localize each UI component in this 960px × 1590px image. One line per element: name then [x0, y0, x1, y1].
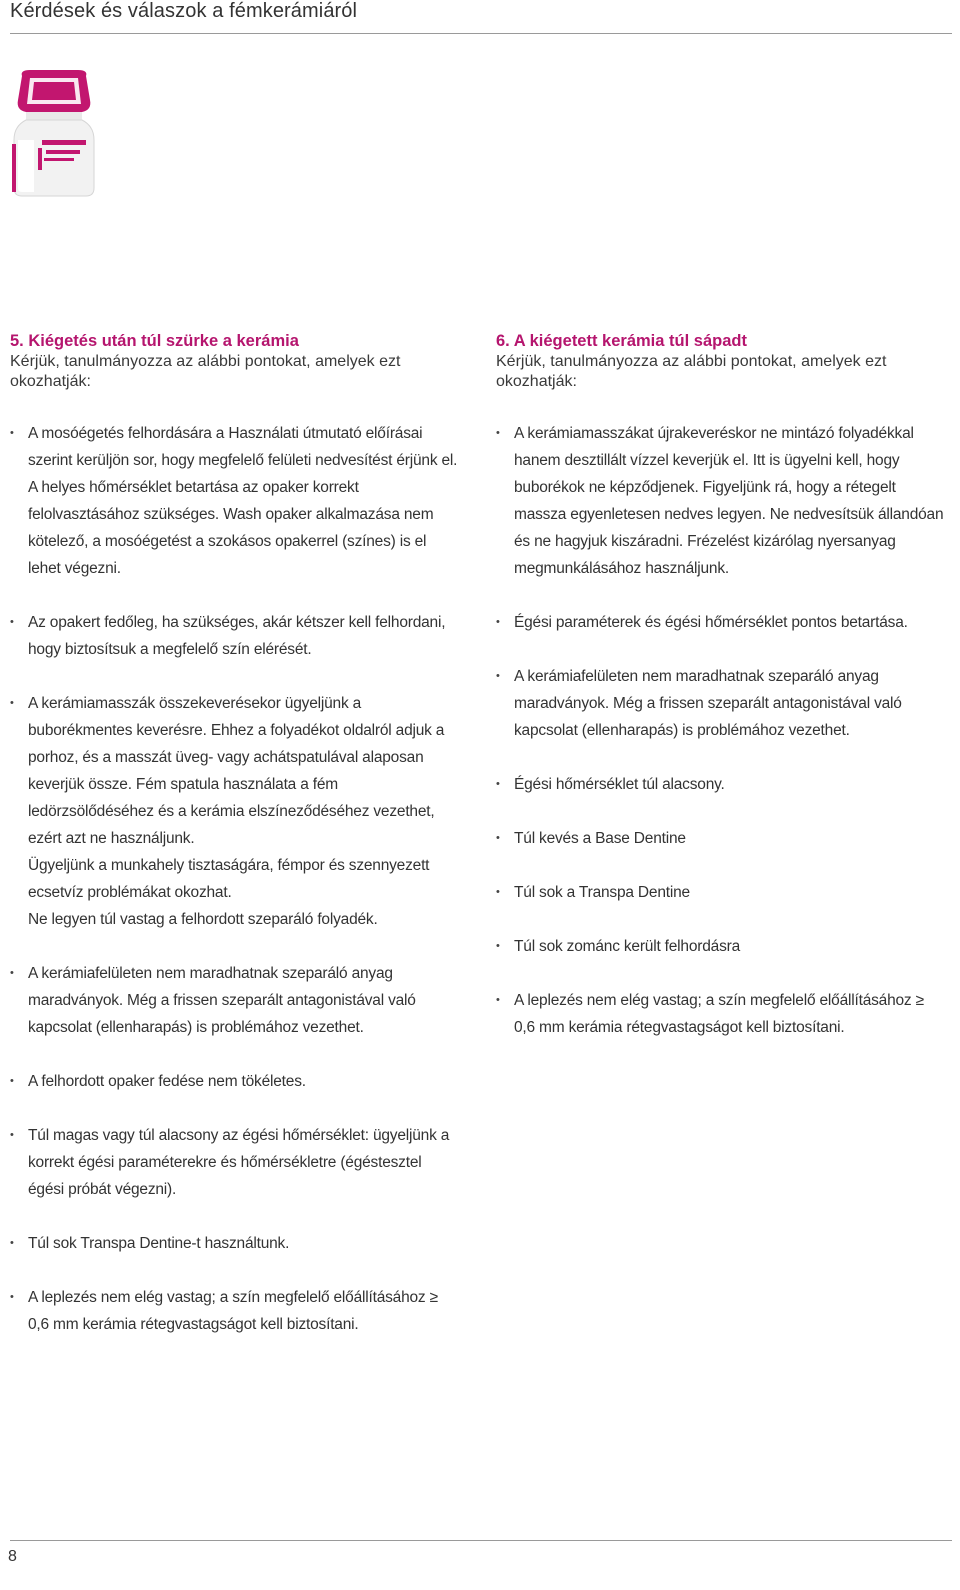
list-item: • Égési hőmérséklet túl alacsony. — [496, 771, 946, 798]
list-item: • Túl sok a Transpa Dentine — [496, 879, 946, 906]
ceramic-powder-jar-icon — [8, 70, 100, 200]
list-item: • A kerámiafelületen nem maradhatnak szeparáló anyag maradványok. Még a frissen szeparált antagonistával való kapcsolat (ellenharapás) is problémához vezethet. — [496, 663, 946, 744]
section-6-list — [496, 420, 946, 1041]
section-5-title: 5. Kiégetés után túl szürke a kerámia — [10, 332, 299, 350]
footer-divider — [10, 1540, 952, 1541]
section-6 — [496, 330, 946, 1041]
list-item: • A mosóégetés felhordására a Használati útmutató előírásai szerint kerüljön sor, hogy megfelelő felületi nedvesítést érjünk el. A helyes hőmérséklet betartása az opaker korrekt felolvasztásához szükséges. Wash opaker alkalmazása nem kötelező, a mosóégetést a szokásos opakerrel (színes) is el lehet végezni. — [10, 420, 460, 582]
list-item: • A felhordott opaker fedése nem tökéletes. — [10, 1068, 460, 1095]
list-item: • Égési paraméterek és égési hőmérséklet pontos betartása. — [496, 609, 946, 636]
list-item: • Túl sok zománc került felhordásra — [496, 933, 946, 960]
section-5-subtitle: Kérjük, tanulmányozza az alábbi pontokat, amelyek ezt okozhatják: — [10, 353, 401, 390]
list-item: • Az opakert fedőleg, ha szükséges, akár kétszer kell felhordani, hogy biztosítsuk a megfelelő szín elérését. — [10, 609, 460, 663]
list-item: • A kerámiamasszák összekeverésekor ügyeljünk a buborékmentes keverésre. Ehhez a folyadékot oldalról adjuk a porhoz, és a masszát üveg- vagy achátspatulával alaposan keverjük össze. Fém spatula használata a fém ledörzsölődéséhez és a kerámia elszíneződéséhez vezethet, ezért azt ne használjunk. Ügyeljünk a munkahely tisztaságára, fémpor és szennyezett ecsetvíz problémákat okozhat. Ne legyen túl vastag a felhordott szeparáló folyadék. — [10, 690, 460, 933]
list-item: • Túl kevés a Base Dentine — [496, 825, 946, 852]
list-item: • A leplezés nem elég vastag; a szín megfelelő előállításához ≥ 0,6 mm kerámia rétegvastagságot kell biztosítani. — [496, 987, 946, 1041]
section-5 — [10, 330, 460, 1338]
list-item: • Túl sok Transpa Dentine-t használtunk. — [10, 1230, 460, 1257]
section-6-subtitle: Kérjük, tanulmányozza az alábbi pontokat, amelyek ezt okozhatják: — [496, 353, 887, 390]
list-item: • A leplezés nem elég vastag; a szín megfelelő előállításához ≥ 0,6 mm kerámia rétegvastagságot kell biztosítani. — [10, 1284, 460, 1338]
section-6-title: 6. A kiégetett kerámia túl sápadt — [496, 332, 747, 350]
list-item: • Túl magas vagy túl alacsony az égési hőmérséklet: ügyeljünk a korrekt égési paraméterekre és hőmérsékletre (égéstesztel égési próbát végezni). — [10, 1122, 460, 1203]
section-5-list — [10, 420, 460, 1338]
list-item: • A kerámiafelületen nem maradhatnak szeparáló anyag maradványok. Még a frissen szeparált antagonistával való kapcsolat (ellenharapás) is problémához vezethet. — [10, 960, 460, 1041]
header-divider — [10, 33, 952, 34]
page-header-title: Kérdések és válaszok a fémkerámiáról — [10, 0, 358, 22]
page-number: 8 — [8, 1548, 17, 1565]
list-item: • A kerámiamasszákat újrakeveréskor ne mintázó folyadékkal hanem desztillált vízzel keverjük el. Itt is ügyelni kell, hogy buborékok ne képződjenek. Figyeljünk rá, hogy a rétegelt massza egyenletesen nedves legyen. Ne nedvesítsük állandóan és ne hagyjuk kiszáradni. Frézelést kizárólag nyersanyag megmunkálásához használjunk. — [496, 420, 946, 582]
